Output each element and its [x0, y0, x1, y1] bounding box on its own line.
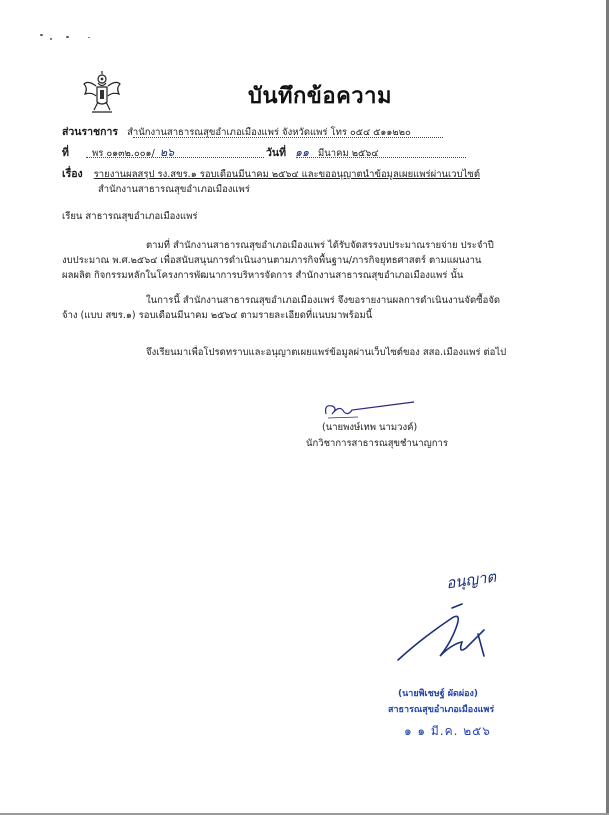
- paragraph-2-line: จ้าง (แบบ สขร.๑) รอบเดือนมีนาคม ๒๕๖๔ ตามรายละเอียดที่แนบมาพร้อมนี้: [62, 310, 373, 321]
- paragraph-2: [62, 293, 584, 323]
- date-dotline: [296, 157, 466, 158]
- subject-label: เรื่อง: [62, 168, 83, 180]
- approver-stamp-date: ๑ ๑ มี.ค. ๒๕๖: [404, 724, 491, 738]
- paragraph-1-line: ผลผลิต กิจกรรมหลักในโครงการพัฒนาการบริหารจัดการ สำนักงานสาธารณสุขอำเภอเมืองแพร่ นั้น: [62, 270, 464, 281]
- paragraph-1: [62, 238, 584, 283]
- reference-row: [62, 143, 174, 161]
- garuda-emblem-icon: [82, 70, 122, 116]
- ref-label: ที่: [62, 147, 69, 159]
- approver-stamp-position: สาธารณสุขอำเภอเมืองแพร่: [388, 705, 495, 715]
- subject-line-1: รายงานผลสรุป รง.สขร.๑ รอบเดือนมีนาคม ๒๕๖๔ และขออนุญาตนำข้อมูลเผยแพร่ผ่านเวบไซต์: [93, 169, 481, 180]
- ref-dotline: [86, 157, 264, 158]
- paragraph-3: [146, 345, 506, 360]
- ref-handwritten: ๒๖: [159, 146, 175, 159]
- subject-row: [62, 165, 480, 182]
- salutation: เรียน สาธารณสุขอำเภอเมืองแพร่: [62, 211, 198, 222]
- paragraph-2-line: ในการนี้ สำนักงานสาธารณสุขอำเภอเมืองแพร่ จึงขอรายงานผลการดำเนินงานจัดซื้อจัด: [146, 295, 501, 306]
- approver-stamp-name: (นายพิเชษฐ์ ผัดผ่อง): [398, 689, 479, 699]
- document-title: บันทึกข้อความ: [247, 84, 392, 109]
- ref-value: พร ๐๑๓๒.๐๐๑/: [91, 148, 155, 159]
- date-rest: มีนาคม ๒๕๖๔: [318, 148, 379, 159]
- date-label: วันที่: [266, 147, 286, 159]
- sender-position: นักวิชาการสาธารณสุขชำนาญการ: [306, 438, 448, 449]
- approval-handwritten-note: อนุญาต: [444, 567, 498, 593]
- agency-value: สำนักงานสาธารณสุขอำเภอเมืองแพร่ จังหวัดแพร่ โทร ๐๕๔ ๕๑๑๒๒๐: [127, 127, 411, 138]
- subject-row-2: [98, 182, 250, 197]
- paragraph-1-line: งบประมาณ พ.ศ.๒๕๖๔ เพื่อสนับสนุนการดำเนินงานตามภารกิจพื้นฐาน/ภารกิจยุทธศาสตร์ ตามแผนงาน: [62, 255, 482, 266]
- paragraph-1-line: ตามที่ สำนักงานสาธารณสุขอำเภอเมืองแพร่ ได้รับจัดสรรงบประมาณรายจ่าย ประจำปี: [146, 240, 494, 251]
- agency-label: ส่วนราชการ: [62, 126, 119, 138]
- paragraph-3-line: จึงเรียนมาเพื่อโปรดทราบและอนุญาตเผยแพร่ข้อมูลผ่านเว็บไซต์ของ สสอ.เมืองแพร่ ต่อไป: [146, 347, 507, 358]
- agency-dotline: [133, 137, 443, 138]
- date-row: [266, 143, 378, 161]
- subject-line-2: สำนักงานสาธารณสุขอำเภอเมืองแพร่: [98, 184, 250, 195]
- date-day: ๑๑: [295, 146, 309, 159]
- sender-name: (นายพงษ์เทพ นามวงค์): [322, 422, 418, 433]
- approver-signature-icon: [392, 598, 502, 668]
